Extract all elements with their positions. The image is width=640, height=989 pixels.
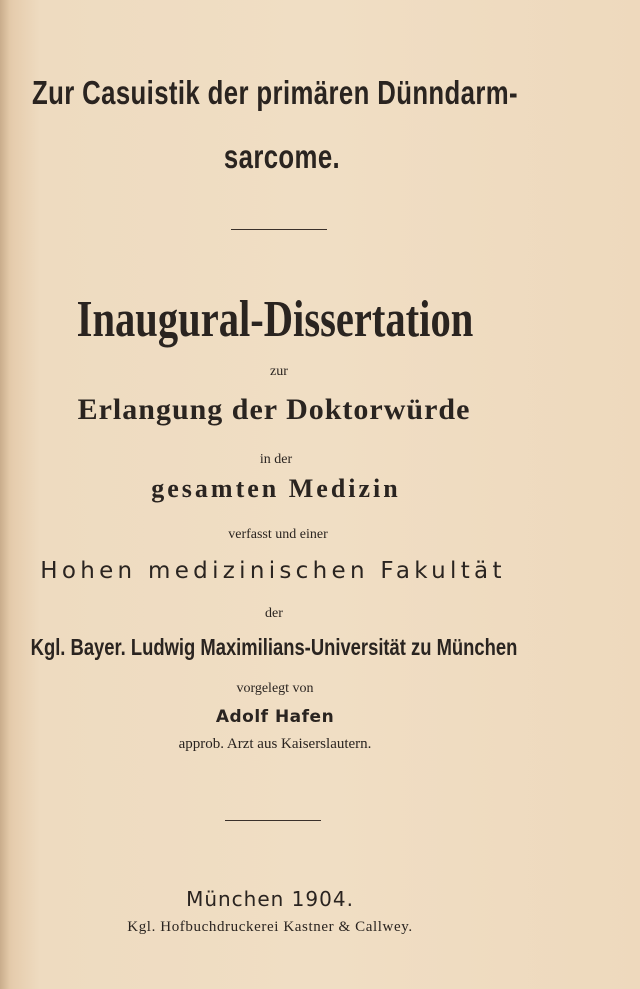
title-line-2: sarcome. (223, 138, 341, 175)
zur-text: zur (270, 364, 288, 379)
erlangung-line: Erlangung der Doktorwürde (77, 393, 471, 426)
place-year: München 1904. (186, 887, 354, 911)
fakultaet-line: Hohen medizinischen Fakultät (40, 558, 506, 584)
gesamten-medizin-line: gesamten Medizin (151, 474, 401, 503)
verfasst-text: verfasst und einer (228, 527, 328, 542)
author-name: Adolf Hafen (215, 707, 335, 727)
divider-top (231, 229, 327, 230)
der-text: der (265, 606, 283, 621)
in-der-text: in der (259, 452, 293, 467)
universitaet-line: Kgl. Bayer. Ludwig Maximilians-Universität zu München (30, 634, 518, 660)
dissertation-heading: Inaugural-Dissertation (76, 291, 474, 348)
title-line-1: Zur Casuistik der primären Dünndarm- (31, 74, 519, 111)
vorgelegt-text: vorgelegt von (236, 681, 314, 696)
divider-bottom (225, 820, 321, 821)
author-description: approb. Arzt aus Kaiserslautern. (178, 736, 372, 752)
printer-line: Kgl. Hofbuchdruckerei Kastner & Callwey. (127, 919, 413, 935)
